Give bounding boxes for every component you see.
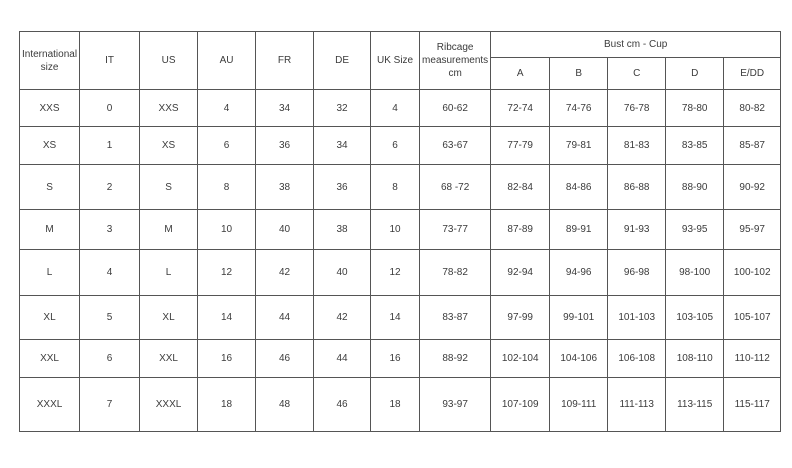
cell-cup-c: 81-83 xyxy=(608,127,666,165)
cell-uk: 14 xyxy=(371,296,420,340)
cell-uk: 8 xyxy=(371,165,420,210)
header-cup-b: B xyxy=(550,58,608,90)
header-cup-edd: E/DD xyxy=(724,58,781,90)
cell-uk: 10 xyxy=(371,210,420,250)
cell-it: 4 xyxy=(80,250,140,296)
header-bust-cup-group: Bust cm - Cup xyxy=(491,32,781,58)
cell-uk: 4 xyxy=(371,90,420,127)
cell-it: 5 xyxy=(80,296,140,340)
cell-de: 38 xyxy=(314,210,371,250)
cell-us: XXXL xyxy=(140,378,198,432)
cell-cup-b: 84-86 xyxy=(550,165,608,210)
cell-cup-d: 103-105 xyxy=(666,296,724,340)
cell-uk: 18 xyxy=(371,378,420,432)
header-cup-c: C xyxy=(608,58,666,90)
cell-cup-a: 97-99 xyxy=(491,296,550,340)
cell-au: 8 xyxy=(198,165,256,210)
table-row-s xyxy=(20,165,781,210)
header-uk-size: UK Size xyxy=(371,32,420,90)
cell-intl-size: XS xyxy=(20,127,80,165)
cell-ribcage: 63-67 xyxy=(420,127,491,165)
cell-it: 2 xyxy=(80,165,140,210)
cell-cup-edd: 105-107 xyxy=(724,296,781,340)
cell-intl-size: S xyxy=(20,165,80,210)
cell-cup-b: 104-106 xyxy=(550,340,608,378)
cell-cup-d: 78-80 xyxy=(666,90,724,127)
cell-cup-edd: 85-87 xyxy=(724,127,781,165)
table-row-xl xyxy=(20,296,781,340)
cell-it: 3 xyxy=(80,210,140,250)
cell-cup-b: 79-81 xyxy=(550,127,608,165)
cell-cup-edd: 115-117 xyxy=(724,378,781,432)
cell-ribcage: 88-92 xyxy=(420,340,491,378)
cell-cup-edd: 90-92 xyxy=(724,165,781,210)
header-international-size: International size xyxy=(20,32,80,90)
cell-au: 18 xyxy=(198,378,256,432)
table-row-m xyxy=(20,210,781,250)
cell-cup-b: 74-76 xyxy=(550,90,608,127)
cell-it: 6 xyxy=(80,340,140,378)
cell-cup-c: 91-93 xyxy=(608,210,666,250)
header-de: DE xyxy=(314,32,371,90)
header-us: US xyxy=(140,32,198,90)
cell-cup-d: 108-110 xyxy=(666,340,724,378)
cell-cup-a: 102-104 xyxy=(491,340,550,378)
cell-cup-a: 77-79 xyxy=(491,127,550,165)
header-fr: FR xyxy=(256,32,314,90)
cell-us: S xyxy=(140,165,198,210)
cell-ribcage: 78-82 xyxy=(420,250,491,296)
cell-au: 6 xyxy=(198,127,256,165)
size-chart-table xyxy=(19,31,781,432)
cell-de: 40 xyxy=(314,250,371,296)
cell-de: 46 xyxy=(314,378,371,432)
cell-cup-c: 86-88 xyxy=(608,165,666,210)
cell-us: XXS xyxy=(140,90,198,127)
cell-intl-size: L xyxy=(20,250,80,296)
header-it: IT xyxy=(80,32,140,90)
cell-uk: 6 xyxy=(371,127,420,165)
cell-cup-b: 99-101 xyxy=(550,296,608,340)
header-cup-a: A xyxy=(491,58,550,90)
cell-fr: 40 xyxy=(256,210,314,250)
cell-cup-edd: 95-97 xyxy=(724,210,781,250)
cell-cup-c: 96-98 xyxy=(608,250,666,296)
cell-cup-c: 106-108 xyxy=(608,340,666,378)
header-ribcage: Ribcage measurements cm xyxy=(420,32,491,90)
cell-cup-d: 98-100 xyxy=(666,250,724,296)
header-au: AU xyxy=(198,32,256,90)
cell-it: 1 xyxy=(80,127,140,165)
table-row-xxl xyxy=(20,340,781,378)
cell-cup-d: 88-90 xyxy=(666,165,724,210)
cell-us: XXL xyxy=(140,340,198,378)
cell-ribcage: 60-62 xyxy=(420,90,491,127)
cell-ribcage: 73-77 xyxy=(420,210,491,250)
cell-fr: 34 xyxy=(256,90,314,127)
cell-cup-c: 111-113 xyxy=(608,378,666,432)
cell-us: M xyxy=(140,210,198,250)
cell-cup-b: 109-111 xyxy=(550,378,608,432)
cell-cup-c: 101-103 xyxy=(608,296,666,340)
cell-intl-size: XXXL xyxy=(20,378,80,432)
cell-fr: 46 xyxy=(256,340,314,378)
cell-de: 36 xyxy=(314,165,371,210)
cell-cup-b: 89-91 xyxy=(550,210,608,250)
cell-cup-edd: 100-102 xyxy=(724,250,781,296)
cell-de: 32 xyxy=(314,90,371,127)
cell-fr: 48 xyxy=(256,378,314,432)
cell-intl-size: M xyxy=(20,210,80,250)
cell-cup-b: 94-96 xyxy=(550,250,608,296)
cell-cup-a: 82-84 xyxy=(491,165,550,210)
cell-uk: 12 xyxy=(371,250,420,296)
cell-cup-d: 113-115 xyxy=(666,378,724,432)
cell-it: 0 xyxy=(80,90,140,127)
header-cup-d: D xyxy=(666,58,724,90)
cell-ribcage: 83-87 xyxy=(420,296,491,340)
cell-cup-a: 92-94 xyxy=(491,250,550,296)
cell-uk: 16 xyxy=(371,340,420,378)
cell-au: 4 xyxy=(198,90,256,127)
cell-fr: 36 xyxy=(256,127,314,165)
table-row-xs xyxy=(20,127,781,165)
cell-au: 14 xyxy=(198,296,256,340)
cell-cup-a: 72-74 xyxy=(491,90,550,127)
cell-cup-d: 83-85 xyxy=(666,127,724,165)
table-row-xxs xyxy=(20,90,781,127)
table-header-row-top xyxy=(20,32,781,58)
cell-au: 10 xyxy=(198,210,256,250)
table-row-xxxl xyxy=(20,378,781,432)
cell-intl-size: XXS xyxy=(20,90,80,127)
cell-fr: 44 xyxy=(256,296,314,340)
cell-it: 7 xyxy=(80,378,140,432)
cell-ribcage: 93-97 xyxy=(420,378,491,432)
cell-us: XS xyxy=(140,127,198,165)
cell-cup-a: 107-109 xyxy=(491,378,550,432)
cell-cup-d: 93-95 xyxy=(666,210,724,250)
table-row-l xyxy=(20,250,781,296)
cell-intl-size: XXL xyxy=(20,340,80,378)
cell-de: 42 xyxy=(314,296,371,340)
cell-cup-c: 76-78 xyxy=(608,90,666,127)
cell-cup-a: 87-89 xyxy=(491,210,550,250)
cell-intl-size: XL xyxy=(20,296,80,340)
cell-cup-edd: 80-82 xyxy=(724,90,781,127)
cell-us: XL xyxy=(140,296,198,340)
cell-au: 16 xyxy=(198,340,256,378)
cell-fr: 42 xyxy=(256,250,314,296)
cell-de: 44 xyxy=(314,340,371,378)
cell-de: 34 xyxy=(314,127,371,165)
cell-us: L xyxy=(140,250,198,296)
cell-fr: 38 xyxy=(256,165,314,210)
cell-ribcage: 68 -72 xyxy=(420,165,491,210)
cell-au: 12 xyxy=(198,250,256,296)
cell-cup-edd: 110-112 xyxy=(724,340,781,378)
